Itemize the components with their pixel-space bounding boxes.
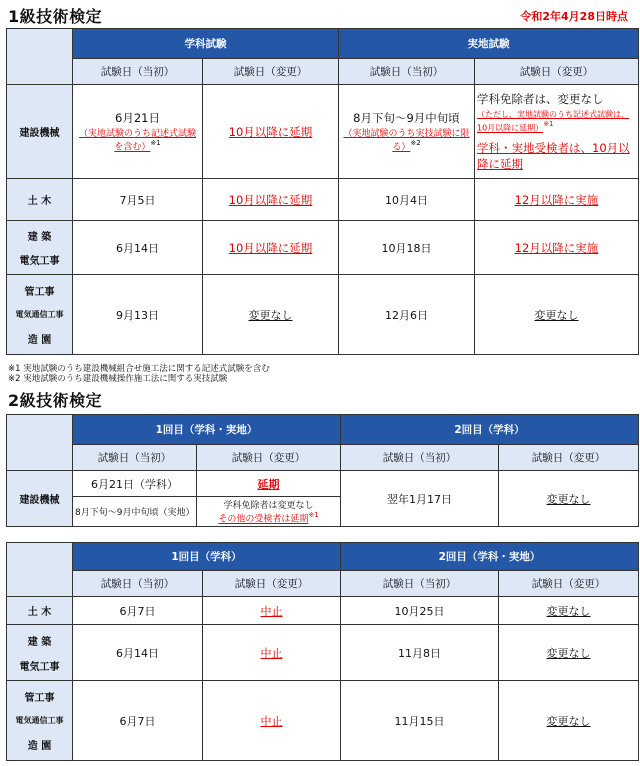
table-row: [7, 85, 639, 179]
date-text: 8月下旬～9月中旬頃: [353, 111, 460, 126]
header-round1: 1回目（学科・実地）: [73, 415, 341, 445]
r1-changed: 中止: [203, 625, 341, 681]
row-label: 建設機械: [7, 471, 73, 527]
label-line: 造 園: [27, 335, 52, 346]
sub-changed: 試験日（変更）: [203, 59, 339, 85]
row-label: 土 木: [7, 179, 73, 221]
row-label: 土 木: [7, 597, 73, 625]
r1-changed-b: [197, 497, 341, 527]
footnote-mark: ※1: [308, 511, 319, 520]
corner-cell: [7, 415, 73, 471]
r2-changed: 変更なし: [499, 597, 639, 625]
grade2-table-b: [6, 542, 639, 761]
r2-initial: 10月25日: [341, 597, 499, 625]
grade2-title: 2級技術検定: [8, 391, 103, 410]
written-initial: 9月13日: [73, 275, 203, 355]
corner-cell: [7, 543, 73, 597]
sub-changed: 試験日（変更）: [197, 445, 341, 471]
sub-initial: 試験日（当初）: [73, 59, 203, 85]
table-row: [7, 625, 639, 681]
table-row: [7, 275, 639, 355]
table-row: [7, 471, 639, 497]
label-line: 電気通信工事: [15, 716, 64, 725]
r1-changed: 中止: [203, 597, 341, 625]
sub-initial: 試験日（当初）: [73, 445, 197, 471]
sub-initial: 試験日（当初）: [341, 571, 499, 597]
r1-initial: 6月7日: [73, 681, 203, 761]
row-label: [7, 221, 73, 275]
footnote-mark: ※2: [410, 139, 421, 148]
row-label: [7, 681, 73, 761]
footnote-mark: ※1: [150, 139, 161, 148]
r1-initial: 6月7日: [73, 597, 203, 625]
footnote-mark: ※1: [543, 120, 554, 129]
r2-changed: 変更なし: [499, 681, 639, 761]
table-row: [7, 597, 639, 625]
grade2-table-a: [6, 414, 639, 527]
header-round1: 1回目（学科）: [73, 543, 341, 571]
label-line: 電気工事: [19, 256, 60, 267]
note-text: （実地試験のうち記述式試験を含む）: [78, 129, 196, 153]
label-line: 管工事: [24, 287, 55, 298]
header-round2: 2回目（学科・実地）: [341, 543, 639, 571]
r2-changed: 変更なし: [499, 471, 639, 527]
r1-changed: 中止: [203, 681, 341, 761]
label-line: 電気通信工事: [15, 310, 64, 319]
practical-initial: [339, 85, 475, 179]
practical-changed: 12月以降に実施: [475, 221, 639, 275]
written-changed: 10月以降に延期: [203, 85, 339, 179]
r2-changed: 変更なし: [499, 625, 639, 681]
footnote: ※1 実地試験のうち建設機械組合せ施工法に関する記述式試験を含む: [8, 364, 270, 374]
label-line: 造 園: [27, 741, 52, 752]
table-row: [7, 681, 639, 761]
practical-initial: 10月4日: [339, 179, 475, 221]
practical-changed: 12月以降に実施: [475, 179, 639, 221]
row-label: [7, 625, 73, 681]
label-line: 建 築: [27, 232, 52, 243]
practical-initial: 12月6日: [339, 275, 475, 355]
practical-changed: [475, 85, 639, 179]
note-text: （ただし、実地試験のうち記述式試験は、10月以降に延期）: [477, 110, 629, 133]
corner-cell: [7, 29, 73, 85]
label-line: 電気工事: [19, 661, 60, 673]
as-of-date: 令和2年4月28日時点: [520, 10, 628, 23]
table-row: [7, 221, 639, 275]
r1-initial: 6月14日: [73, 625, 203, 681]
practical-initial: 10月18日: [339, 221, 475, 275]
sub-changed: 試験日（変更）: [499, 571, 639, 597]
header-practical: 実地試験: [339, 29, 639, 59]
written-initial: 6月14日: [73, 221, 203, 275]
grade1-table: [6, 28, 639, 355]
sub-initial: 試験日（当初）: [73, 571, 203, 597]
written-initial: 7月5日: [73, 179, 203, 221]
sub-changed: 試験日（変更）: [475, 59, 639, 85]
sub-initial: 試験日（当初）: [341, 445, 499, 471]
written-initial: [73, 85, 203, 179]
written-changed: 10月以降に延期: [203, 179, 339, 221]
table-row: [7, 179, 639, 221]
sub-changed: 試験日（変更）: [203, 571, 341, 597]
exempt-text: 学科免除者は変更なし: [223, 501, 314, 512]
grade1-title: 1級技術検定: [8, 7, 103, 26]
written-changed: 10月以降に延期: [203, 221, 339, 275]
exempt-text: 学科免除者は、変更なし: [477, 92, 604, 107]
label-line: 建 築: [27, 636, 52, 648]
r2-initial: 11月15日: [341, 681, 499, 761]
r1-initial-b: 8月下旬～9月中旬頃（実地）: [73, 497, 197, 527]
label-line: 管工事: [24, 693, 55, 704]
written-changed: 変更なし: [203, 275, 339, 355]
r2-initial: 翌年1月17日: [341, 471, 499, 527]
postpone-text: 学科・実地受検者は、10月以降に延期: [477, 140, 630, 171]
header-round2: 2回目（学科）: [341, 415, 639, 445]
sub-initial: 試験日（当初）: [339, 59, 475, 85]
postpone-text: その他の受検者は延期: [218, 514, 309, 525]
r1-initial-a: 6月21日（学科）: [73, 471, 197, 497]
note-text: （実地試験のうち実技試験に限る）: [343, 129, 470, 153]
row-label: [7, 275, 73, 355]
date-text: 6月21日: [115, 111, 160, 126]
practical-changed: 変更なし: [475, 275, 639, 355]
header-written: 学科試験: [73, 29, 339, 59]
r1-changed-a: 延期: [197, 471, 341, 497]
footnote: ※2 実地試験のうち建設機械操作施工法に関する実技試験: [8, 374, 228, 384]
footnotes: [8, 364, 270, 384]
r2-initial: 11月8日: [341, 625, 499, 681]
row-label: 建設機械: [7, 85, 73, 179]
sub-changed: 試験日（変更）: [499, 445, 639, 471]
